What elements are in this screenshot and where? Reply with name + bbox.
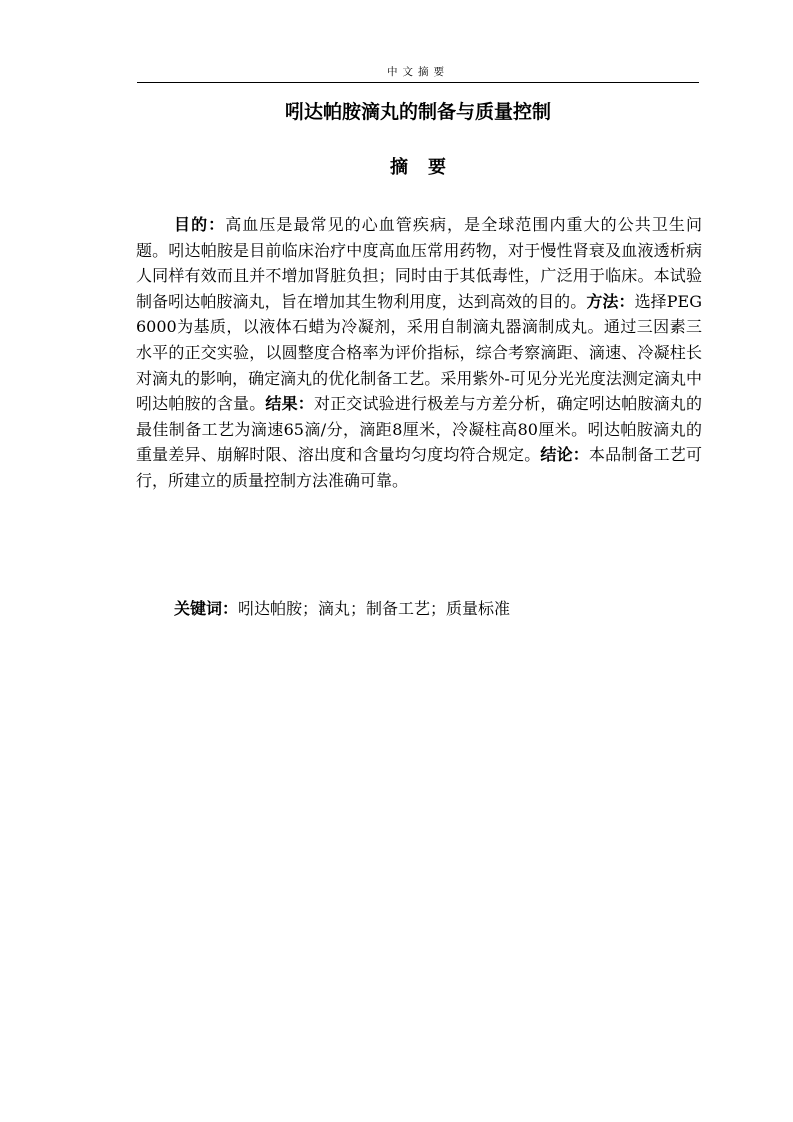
- conclusion-label: 结论：: [540, 445, 589, 465]
- objective-label: 目的：: [174, 215, 226, 234]
- keywords: [174, 596, 702, 622]
- running-header: 中文摘要: [137, 62, 699, 83]
- keywords-label: 关键词：: [174, 599, 239, 618]
- paper-title: 吲达帕胺滴丸的制备与质量控制: [284, 101, 551, 123]
- objective-text: 高血压是最常见的心血管疾病，是全球范围内重大的公共卫生问题。吲达帕胺是目前临床治疗中度高血压常用药物，对于慢性肾衰及血液透析病人同样有效而且并不增加肾脏负担；同时由于其低毒性，广泛用于临床。本试验制备吲达帕胺滴丸，旨在增加其生物利用度，达到高效的目的。: [136, 215, 702, 311]
- results-text: 对正交试验进行极差与方差分析，确定吲达帕胺滴丸的最佳制备工艺为滴速65滴/分，滴距8厘米，冷凝柱高80厘米。吲达帕胺滴丸的重量差异、崩解时限、溶出度和含量均匀度均符合规定。: [136, 394, 702, 465]
- keywords-text: 吲达帕胺；滴丸；制备工艺；质量标准: [238, 599, 511, 618]
- methods-text: 选择PEG 6000为基质，以液体石蜡为冷凝剂，采用自制滴丸器滴制成丸。通过三因素三水平的正交实验，以圆整度合格率为评价指标，综合考察滴距、滴速、冷凝柱长对滴丸的影响，确定滴丸的优化制备工艺。采用紫外-可见分光光度法测定滴丸中吲达帕胺的含量。: [136, 291, 702, 414]
- results-label: 结果：: [265, 394, 314, 414]
- methods-label: 方法：: [586, 291, 635, 311]
- conclusion-text: 本品制备工艺可行，所建立的质量控制方法准确可靠。: [136, 445, 702, 490]
- abstract-body: [136, 212, 702, 494]
- abstract-heading: 摘要: [390, 157, 466, 178]
